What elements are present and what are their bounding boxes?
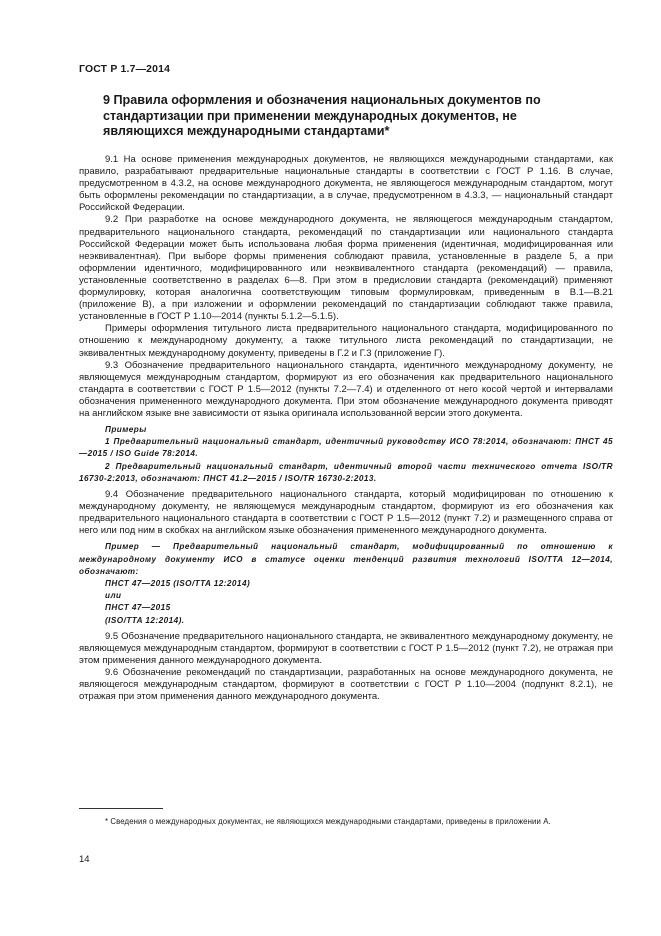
example-designation-2: ПНСТ 47—2015 bbox=[105, 603, 171, 613]
example-designation-1: ПНСТ 47—2015 (ISO/TTA 12:2014) bbox=[105, 579, 251, 589]
paragraph-9-5: 9.5 Обозначение предварительного национального стандарта, не эквивалентного международному документу, не являющемуся международным стандартом, формируют в соответствии с ГОСТ Р 1.5—2012 (пункт 7.2), не отражая при этом применения данного международного документа. bbox=[79, 630, 613, 667]
examples-heading: Примеры bbox=[105, 425, 147, 435]
paragraph-9-6: 9.6 Обозначение рекомендаций по стандартизации, разработанных на основе международного документа, не являющегося международным стандартом, формируют в соответствии с ГОСТ Р 1.10—2004 (подпункт 8.2.1), не отражая при этом применения данного международного документа. bbox=[79, 667, 613, 703]
page-number: 14 bbox=[79, 854, 90, 865]
example-2: 2 Предварительный национальный стандарт, идентичный второй части технического отчета ISO/TR 16730-2:2013, обозначают: ПНСТ 41.2—2015 / ISO/TR 16730-2:2013. bbox=[79, 461, 613, 483]
example-9-4: Пример — Предварительный национальный стандарт, модифицированный по отношению к международному документу ИСО в статусе оценки тенденций развития технологий ISO/TTA 12—2014, обозначают: bbox=[79, 542, 613, 576]
paragraph-9-3: 9.3 Обозначение предварительного национального стандарта, идентичного международному документу, не являющемуся международным стандартом, формируют из его обозначения как предварительного национального стандарта в соответствии с ГОСТ Р 1.5—2012 (пункты 7.2—7.4) и отделенного от него косой чертой и интервалами обозначения примененного международного документа. При этом обозначение международного документа приводят на английском языке вне зависимости от языка оригинала использованной версии этого документа. bbox=[79, 359, 613, 419]
section-title: 9 Правила оформления и обозначения национальных документов по стандартизации при применении международных документов, не являющихся международными стандартами* bbox=[103, 93, 541, 138]
example-1: 1 Предварительный национальный стандарт, идентичный руководству ИСО 78:2014, обозначают: ПНСТ 45—2015 / ISO Guide 78:2014. bbox=[79, 437, 613, 459]
example-designation-3: (ISO/TTA 12:2014). bbox=[105, 615, 185, 625]
paragraph-9-4: 9.4 Обозначение предварительного национального стандарта, который модифицирован по отношению к международному документу, не являющемуся международным стандартом, формируют из его обозначения как предварительного национального стандарта в соответствии с ГОСТ Р 1.5—2012 (пункт 7.2) и размещенного справа от него или под ним в скобках на английском языке обозначения примененного международного документа. bbox=[79, 489, 613, 537]
footnote-divider bbox=[79, 808, 163, 809]
example-or: или bbox=[105, 591, 122, 601]
footnote: * Сведения о международных документах, не являющихся международными стандартами, приведены в приложении А. bbox=[105, 817, 551, 826]
paragraph-9-1: 9.1 На основе применения международных документов, не являющихся международными стандартами, как правило, разрабатывают предварительные национальные стандарты в соответствии с ГОСТ Р 1.16. В случае, предусмотренном в 4.3.2, на основе международного документа, не являющегося международным стандартом, могут быть оформлены рекомендации по стандартизации, а в случае, предусмотренном в 4.3.3, — национальный стандарт Российской Федерации. bbox=[79, 154, 613, 214]
section-body bbox=[79, 154, 613, 703]
paragraph-9-2-examples-note: Примеры оформления титульного листа предварительного национального стандарта, модифицированного по отношению к международному документу, а также титульного листа рекомендаций по стандартизации, не эквивалентных международному документу, приведены в Г.2 и Г.3 (приложение Г). bbox=[79, 323, 613, 359]
paragraph-9-2: 9.2 При разработке на основе международного документа, не являющегося международным стандартом, предварительного национального стандарта, рекомендаций по стандартизации или национального стандарта Российской Федерации может быть использована любая форма применения (идентичная, модифицированная или неэквивалентная). При выборе формы применения соблюдают правила, установленные в разделе 5, а при оформлении идентичного, модифицированного или неэквивалентного стандарта (рекомендаций) — правила, установленные соответственно в разделах 6—8. При этом в предисловии стандарта (рекомендаций) применяют формулировку, которая аналогична соответствующим типовым формулировкам, приведенным в В.1—В.21 (приложение В), а при изложении и оформлении рекомендаций по стандартизации соблюдают также правила, установленные в ГОСТ Р 1.10—2014 (пункты 5.1.2—5.1.5). bbox=[79, 214, 613, 323]
document-header: ГОСТ Р 1.7—2014 bbox=[79, 64, 171, 75]
